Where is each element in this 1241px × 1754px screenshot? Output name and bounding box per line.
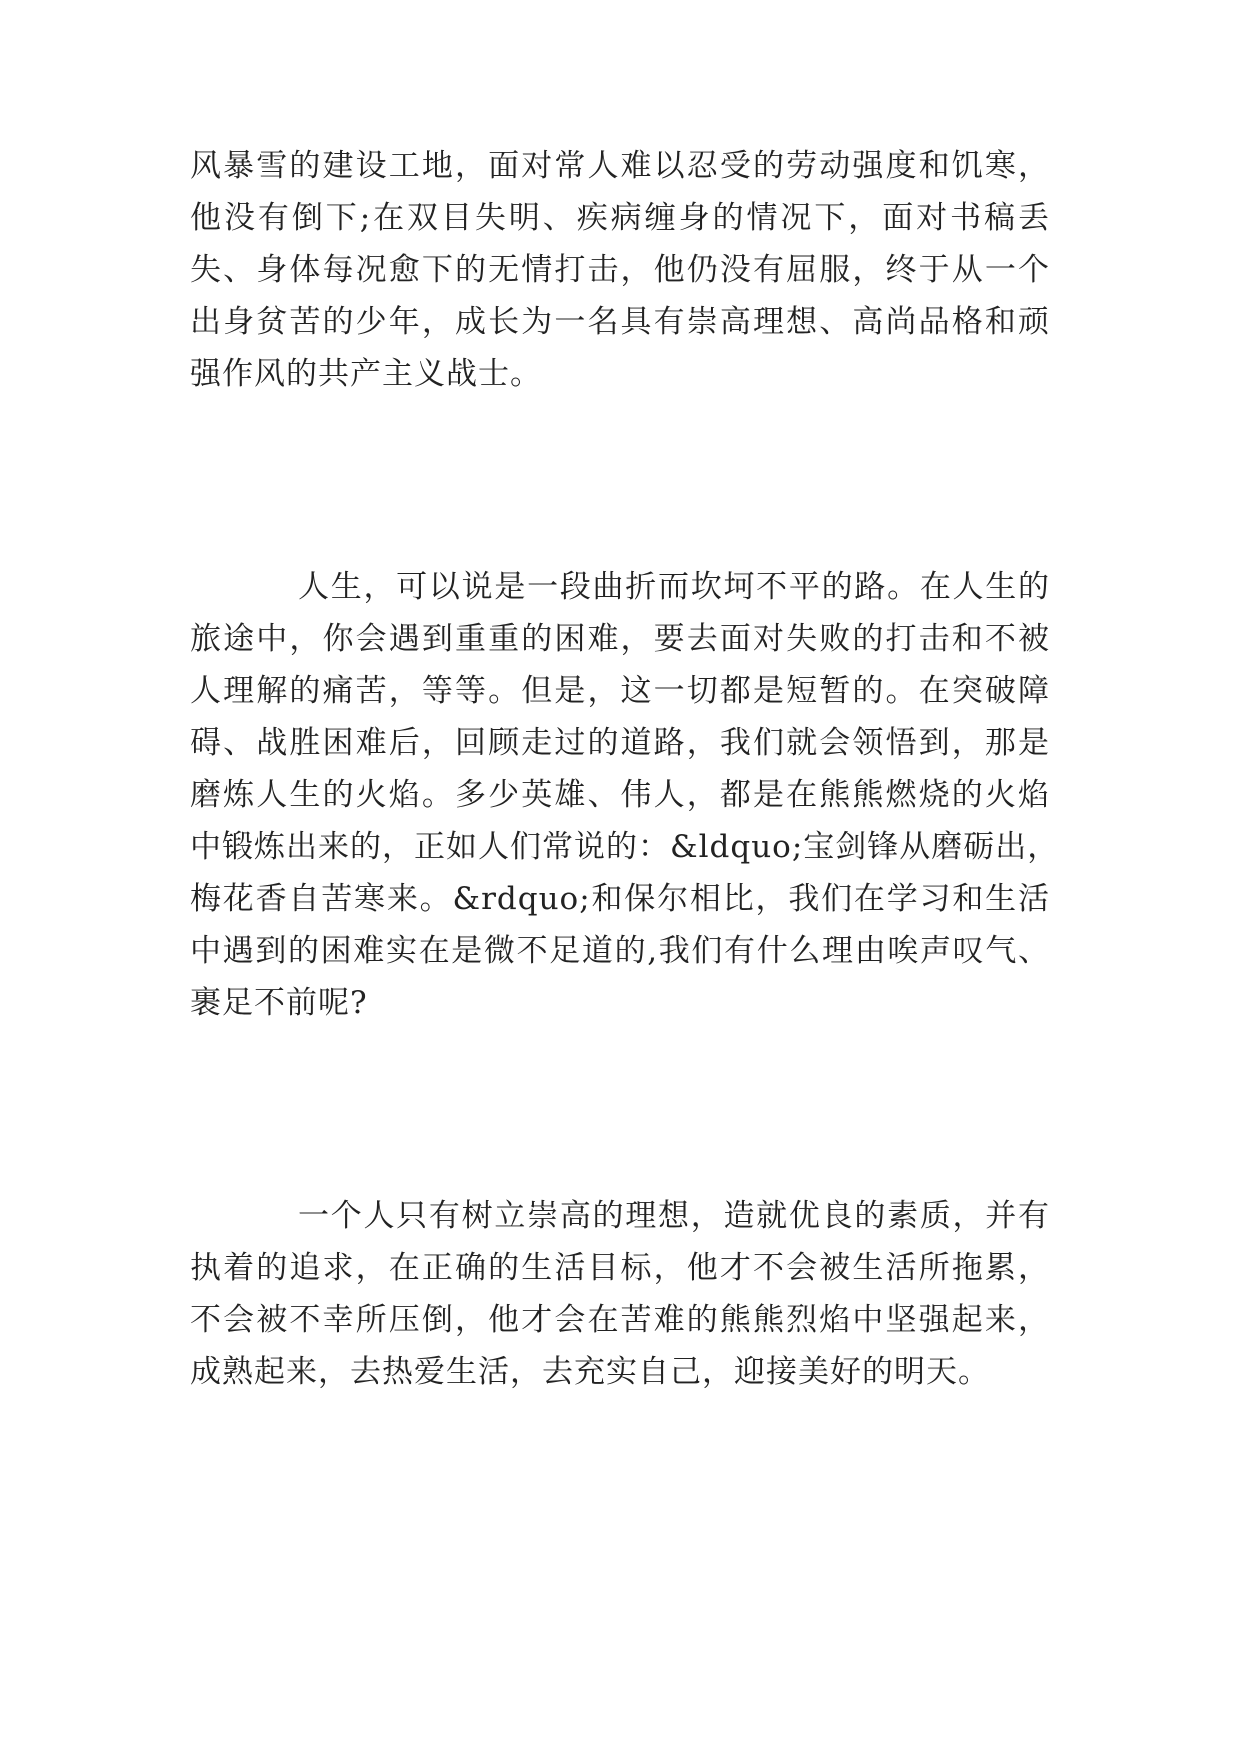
paragraph-3-line-2: 执着的追求，在正确的生活目标，他才不会被生活所拖累， <box>190 1250 1050 1286</box>
paragraph-2-line-4: 碍、战胜困难后，回顾走过的道路，我们就会领悟到，那是 <box>190 725 1050 761</box>
paragraph-2-line-3: 人理解的痛苦，等等。但是，这一切都是短暂的。在突破障 <box>190 673 1050 709</box>
paragraph-1-line-3: 失、身体每况愈下的无情打击，他仍没有屈服，终于从一个 <box>190 252 1050 288</box>
paragraph-2-line-7: 梅花香自苦寒来。&rdquo;和保尔相比，我们在学习和生活 <box>190 881 1050 917</box>
paragraph-3-line-4: 成熟起来，去热爱生活，去充实自己，迎接美好的明天。 <box>190 1354 990 1390</box>
paragraph-2-line-9: 裹足不前呢? <box>190 985 368 1021</box>
paragraph-1-line-5: 强作风的共产主义战士。 <box>190 356 542 392</box>
paragraph-3-line-1: 一个人只有树立崇高的理想，造就优良的素质，并有 <box>298 1198 1050 1234</box>
paragraph-1-line-4: 出身贫苦的少年，成长为一名具有崇高理想、高尚品格和顽 <box>190 304 1050 340</box>
paragraph-1-line-1: 风暴雪的建设工地，面对常人难以忍受的劳动强度和饥寒， <box>190 148 1050 184</box>
paragraph-2-line-2: 旅途中，你会遇到重重的困难，要去面对失败的打击和不被 <box>190 621 1050 657</box>
paragraph-2-line-5: 磨炼人生的火焰。多少英雄、伟人，都是在熊熊燃烧的火焰 <box>190 777 1050 813</box>
paragraph-3-line-3: 不会被不幸所压倒，他才会在苦难的熊熊烈焰中坚强起来， <box>190 1302 1050 1338</box>
paragraph-2-line-1: 人生，可以说是一段曲折而坎坷不平的路。在人生的 <box>298 569 1050 605</box>
paragraph-2-line-8: 中遇到的困难实在是微不足道的,我们有什么理由唉声叹气、 <box>190 933 1050 969</box>
paragraph-2-line-6: 中锻炼出来的，正如人们常说的：&ldquo;宝剑锋从磨砺出， <box>190 829 1060 865</box>
paragraph-1-line-2: 他没有倒下;在双目失明、疾病缠身的情况下，面对书稿丢 <box>190 200 1050 236</box>
